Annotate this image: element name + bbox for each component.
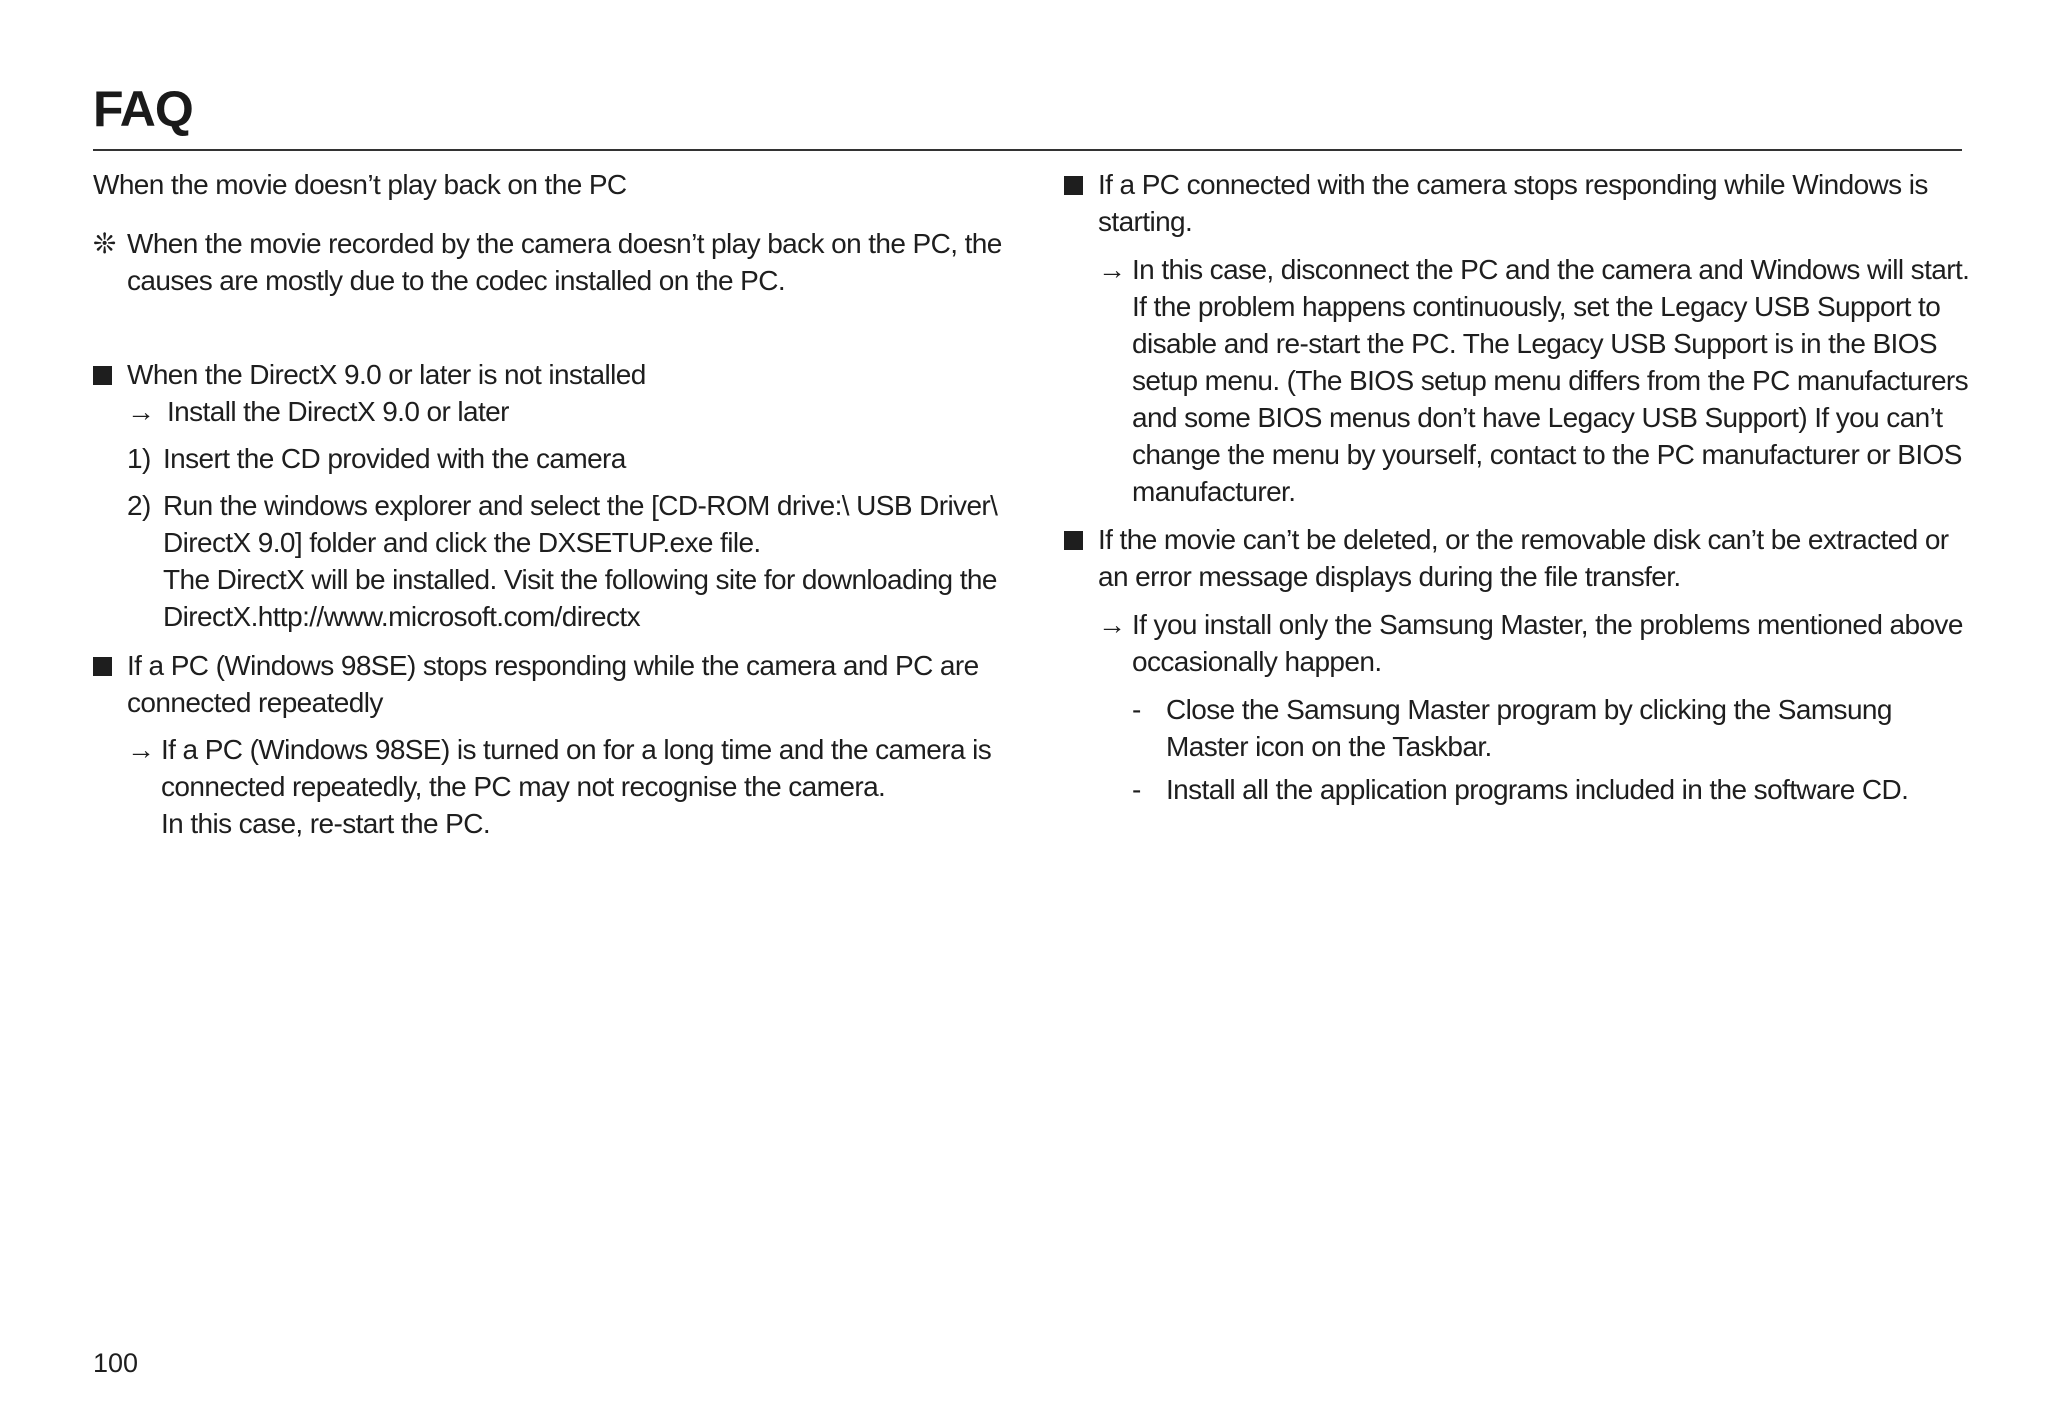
win98-arrow-line: In this case, re-start the PC. — [161, 808, 491, 839]
delete-issue-arrow — [1064, 606, 1974, 680]
windows-start-bullet-text: If a PC connected with the camera stops responding while Windows is starting. — [1098, 169, 1928, 237]
directx-step — [93, 440, 1003, 477]
dash-item-text: Install all the application programs included in the software CD. — [1166, 774, 1909, 805]
square-bullet-icon — [1064, 166, 1098, 203]
directx-bullet — [93, 356, 1003, 393]
win98-arrow-line: connected repeatedly, the PC may not recognise the camera. — [161, 771, 886, 802]
arrow-icon: → — [127, 396, 155, 427]
arrow-icon: → — [1098, 609, 1126, 640]
windows-start-bullet — [1064, 166, 1974, 240]
windows-start-arrow-text: In this case, disconnect the PC and the camera and Windows will start. If the problem happens continuously, set the Legacy USB Support to disable and re-start the PC. The Legacy USB Support is in the BIOS setup menu. (The BIOS setup menu differs from the PC manufacturers and some BIOS menus don’t have Legacy USB Support) If you can’t change the menu by yourself, contact to the PC manufacturer or BIOS manufacturer. — [1132, 254, 1970, 507]
step-number: 2) — [127, 490, 151, 521]
dash-item-text: Close the Samsung Master program by clicking the Samsung Master icon on the Taskbar. — [1166, 694, 1892, 762]
directx-arrow-text: Install the DirectX 9.0 or later — [167, 396, 509, 427]
section-heading: When the movie doesn’t play back on the PC — [93, 169, 627, 200]
delete-issue-arrow-text: If you install only the Samsung Master, the problems mentioned above occasionally happen. — [1132, 609, 1963, 677]
step-text-line: DirectX 9.0] folder and click the DXSETUP.exe file. — [163, 527, 761, 558]
square-bullet-icon — [93, 647, 127, 684]
step-number: 1) — [127, 443, 151, 474]
arrow-icon: → — [127, 734, 155, 765]
delete-issue-dash-item — [1064, 771, 1974, 808]
step-text-line: DirectX.http://www.microsoft.com/directx — [163, 601, 641, 632]
arrow-icon: → — [1098, 254, 1126, 285]
step-text: Insert the CD provided with the camera — [163, 443, 626, 474]
delete-issue-bullet — [1064, 521, 1974, 595]
dash-marker: - — [1132, 694, 1141, 725]
win98-bullet — [93, 647, 1003, 721]
square-bullet-icon — [1064, 521, 1098, 558]
page-title: FAQ — [93, 81, 193, 137]
square-bullet-icon — [93, 356, 127, 393]
win98-arrow-line: If a PC (Windows 98SE) is turned on for a long time and the camera is — [161, 734, 992, 765]
codec-note-text: When the movie recorded by the camera doesn’t play back on the PC, the causes are mostly due to the codec installed on the PC. — [127, 228, 1002, 296]
title-divider — [93, 149, 1962, 151]
delete-issue-dash-item — [1064, 691, 1974, 765]
left-column — [93, 166, 1003, 842]
directx-step — [93, 487, 1003, 635]
right-column — [1064, 166, 1974, 808]
step-text-line: The DirectX will be installed. Visit the following site for downloading the — [163, 564, 997, 595]
delete-issue-bullet-text: If the movie can’t be deleted, or the removable disk can’t be extracted or an error message displays during the file transfer. — [1098, 524, 1949, 592]
directx-arrow — [93, 393, 1003, 430]
win98-arrow — [93, 731, 1003, 842]
note-marker-icon: ❊ — [93, 228, 116, 259]
windows-start-arrow — [1064, 251, 1974, 510]
page-number: 100 — [93, 1348, 139, 1378]
step-text-line: Run the windows explorer and select the [CD-ROM drive:\ USB Driver\ — [163, 490, 998, 521]
win98-bullet-text: If a PC (Windows 98SE) stops responding while the camera and PC are connected repeatedly — [127, 650, 979, 718]
dash-marker: - — [1132, 774, 1141, 805]
codec-note — [93, 225, 1003, 299]
directx-bullet-text: When the DirectX 9.0 or later is not installed — [127, 359, 646, 390]
